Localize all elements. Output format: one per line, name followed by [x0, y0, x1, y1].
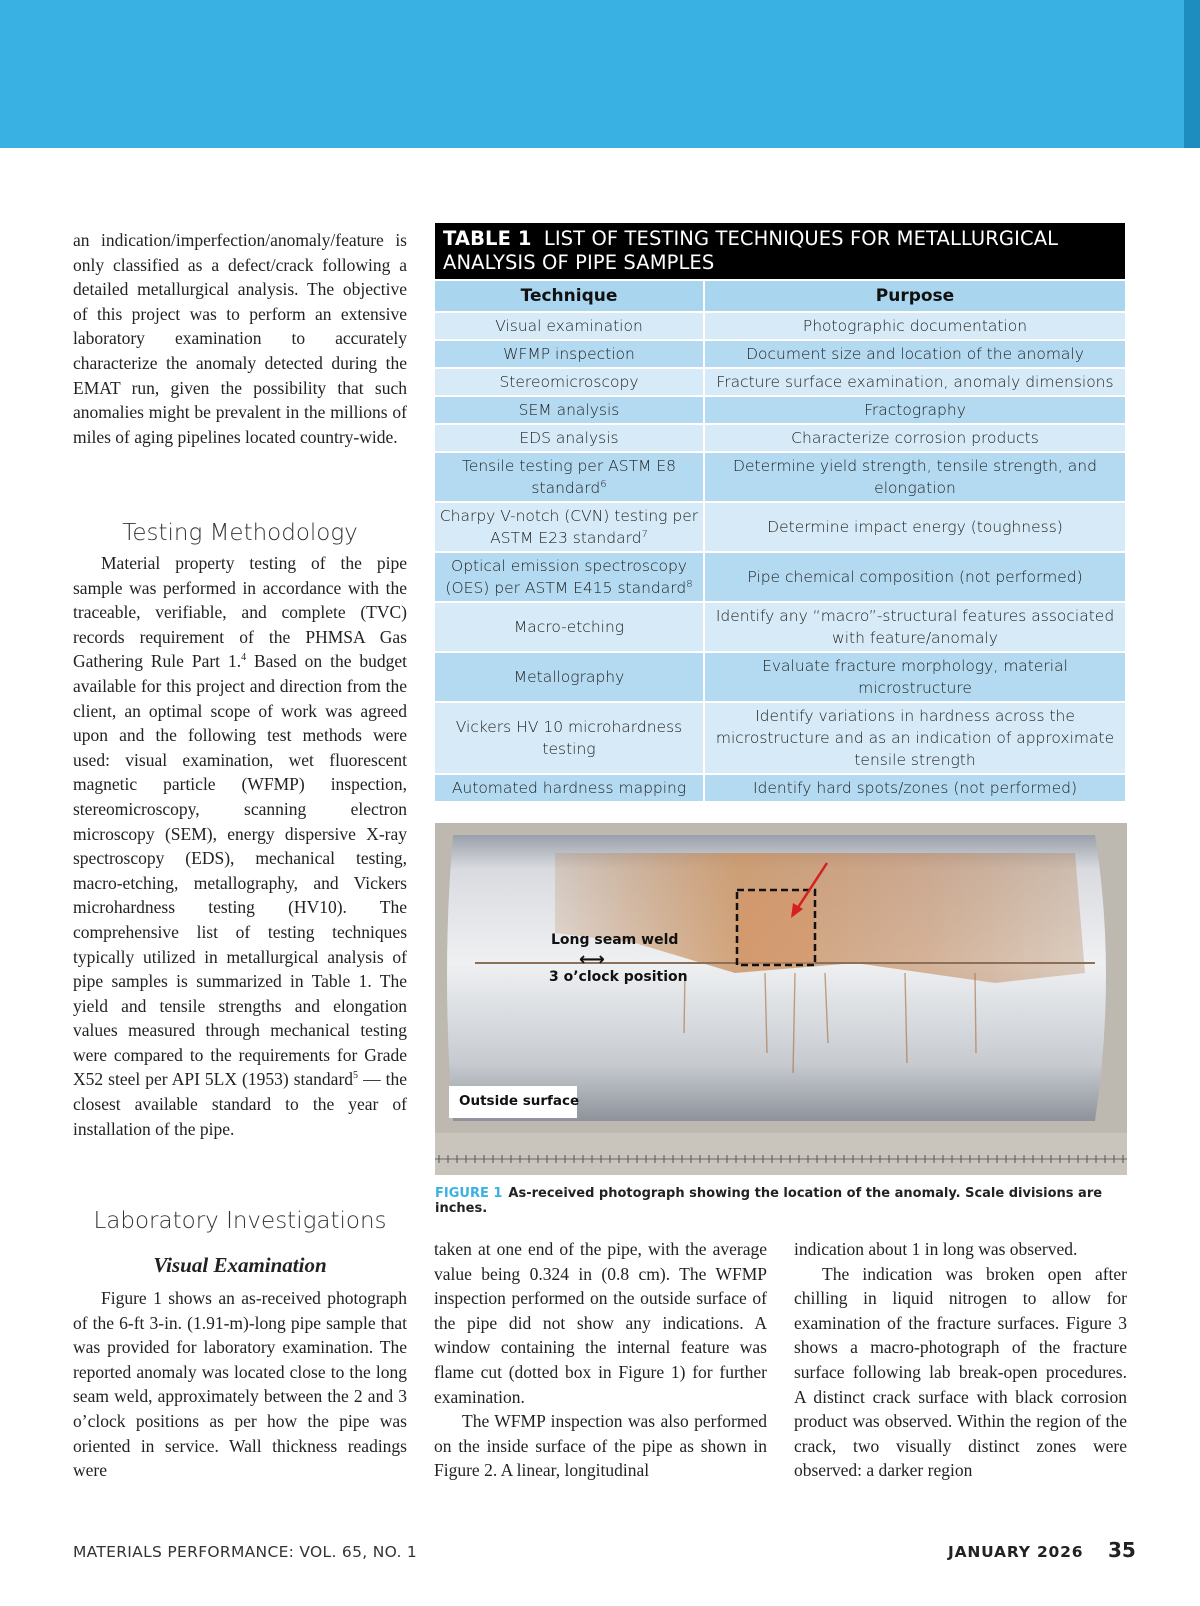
middle-paragraph-1: taken at one end of the pipe, with the average value being 0.324 in (0.8 cm). The WFMP inspection performed on the outside surface of the pipe did not show any indications. A window containing the internal feature was flame cut (dotted box in Figure 1) for further examination.: [434, 1239, 767, 1407]
table-1: [435, 223, 1125, 803]
purpose-cell: Fracture surface examination, anomaly dimensions: [705, 369, 1125, 395]
pipe-photograph: [435, 823, 1127, 1175]
right-paragraph-2: The indication was broken open after chilling in liquid nitrogen to allow for examination of the fracture surfaces. Figure 3 shows a macro-photograph of the fracture surface following lab break-open procedures. A distinct crack surface with black corrosion product was observed. Within the region of the crack, two visually distinct zones were observed: a darker region: [794, 1263, 1127, 1481]
table-row: [435, 503, 1125, 551]
table-row: [435, 425, 1125, 451]
table-row: [435, 703, 1125, 773]
technique-text: Vickers HV 10 microhardness testing: [455, 718, 683, 758]
purpose-cell: Identify hard spots/zones (not performed): [705, 775, 1125, 801]
technique-cell: [435, 425, 703, 451]
purpose-cell: Document size and location of the anomaly: [705, 341, 1125, 367]
technique-text: Visual examination: [495, 317, 643, 335]
technique-cell: [435, 341, 703, 367]
purpose-cell: Identify any “macro”-structural features associated with feature/anomaly: [705, 603, 1125, 651]
technique-cell: [435, 653, 703, 701]
purpose-cell: Determine yield strength, tensile strength, and elongation: [705, 453, 1125, 501]
right-column: [794, 1237, 1127, 1483]
heading-testing-methodology: Testing Methodology: [122, 520, 358, 546]
purpose-cell: Fractography: [705, 397, 1125, 423]
annotation-3-oclock: 3 o’clock position: [549, 969, 688, 985]
technique-cell: [435, 313, 703, 339]
header-technique: Technique: [435, 281, 703, 311]
intro-paragraph: an indication/imperfection/anomaly/feature is only classified as a defect/crack following a detailed metallurgical analysis. The objective of this project was to perform an extensive laboratory examination to accurately characterize the anomaly detected during the EMAT run, given the possibility that such anomalies might be prevalent in the millions of miles of aging pipelines located country-wide.: [73, 230, 407, 447]
technique-cell: [435, 775, 703, 801]
table-title-text: LIST OF TESTING TECHNIQUES FOR METALLURGICAL ANALYSIS OF PIPE SAMPLES: [443, 227, 1059, 274]
table-body: [435, 313, 1125, 801]
technique-text: EDS analysis: [519, 429, 619, 447]
technique-ref: 6: [600, 478, 607, 490]
purpose-cell: Photographic documentation: [705, 313, 1125, 339]
ref-5: 5: [353, 1070, 359, 1082]
table-title: [435, 223, 1125, 279]
purpose-cell: Characterize corrosion products: [705, 425, 1125, 451]
technique-text: WFMP inspection: [503, 345, 635, 363]
technique-text: Macro-etching: [513, 618, 625, 636]
testing-text-3: — the closest available standard to the year of installation of the pipe.: [73, 1069, 407, 1139]
left-column: [73, 228, 407, 449]
page-number: 35: [1108, 1538, 1136, 1562]
heading-visual-examination: Visual Examination: [153, 1253, 327, 1277]
annotation-long-seam-weld: Long seam weld: [551, 932, 679, 948]
technique-cell: [435, 453, 703, 501]
annotation-outside-surface: Outside surface: [459, 1093, 580, 1109]
purpose-cell: Identify variations in hardness across the microstructure and as an indication of approximate tensile strength: [705, 703, 1125, 773]
technique-ref: 8: [686, 578, 693, 590]
technique-text: Optical emission spectroscopy (OES) per ASTM E415 standard: [445, 557, 687, 597]
footer-journal: MATERIALS PERFORMANCE: VOL. 65, NO. 1: [73, 1543, 418, 1561]
header-purpose: Purpose: [705, 281, 1125, 311]
header-banner-edge: [1184, 0, 1200, 148]
purpose-cell: Pipe chemical composition (not performed): [705, 553, 1125, 601]
purpose-cell: Determine impact energy (toughness): [705, 503, 1125, 551]
middle-paragraph-2: The WFMP inspection was also performed on the inside surface of the pipe as shown in Figure 2. A linear, longitudinal: [434, 1411, 767, 1481]
technique-cell: [435, 553, 703, 601]
table-row: [435, 775, 1125, 801]
double-arrow-icon: ⟷: [579, 949, 605, 970]
figure-1-caption: [435, 1186, 1135, 1216]
visual-paragraph: Figure 1 shows an as-received photograph of the 6-ft 3-in. (1.91-m)-long pipe sample that was provided for laboratory examination. The reported anomaly was located close to the long seam weld, approximately between the 2 and 3 o’clock positions as per how the pipe was oriented in service. Wall thickness readings were: [73, 1288, 407, 1481]
technique-cell: [435, 603, 703, 651]
table-header-row: [435, 281, 1125, 311]
technique-cell: [435, 503, 703, 551]
testing-text-2: Based on the budget available for this project and direction from the client, an optimal scope of work was agreed upon and the following test methods were used: visual examination, wet fluorescent magnetic particle (WFMP) inspection, stereomicroscopy, scanning electron microscopy (SEM), energy dispersive X-ray spectroscopy (EDS), mechanical testing, macro-etching, metallography, and Vickers microhardness testing (HV10). The comprehensive list of testing techniques typically utilized in metallurgical analysis of pipe samples is summarized in Table 1. The yield and tensile strengths and elongation values measured through mechanical testing were compared to the requirements for Grade X52 steel per API 5LX (1953) standard: [73, 651, 407, 1090]
header-banner: [0, 0, 1184, 148]
table-row: [435, 369, 1125, 395]
technique-cell: [435, 703, 703, 773]
testing-text-1: Material property testing of the pipe sample was performed in accordance with the traceable, verifiable, and complete (TVC) records requirement of the PHMSA Gas Gathering Rule Part 1.: [73, 553, 407, 672]
table-label: TABLE 1: [443, 227, 532, 250]
floor: [435, 1133, 1127, 1175]
table-row: [435, 313, 1125, 339]
table-row: [435, 553, 1125, 601]
figure-caption-text: As-received photograph showing the location of the anomaly. Scale divisions are inches.: [435, 1186, 1103, 1216]
footer-date: JANUARY 2026: [948, 1543, 1084, 1561]
right-paragraph-1: indication about 1 in long was observed.: [794, 1239, 1078, 1259]
technique-text: Stereomicroscopy: [499, 373, 639, 391]
table-row: [435, 603, 1125, 651]
testing-paragraph: [73, 551, 407, 1141]
figure-label: FIGURE 1: [435, 1186, 503, 1201]
table-row: [435, 397, 1125, 423]
figure-1-photo: [435, 823, 1127, 1175]
technique-cell: [435, 369, 703, 395]
testing-methodology-text: [73, 551, 407, 1141]
table-row: [435, 653, 1125, 701]
technique-text: Charpy V-notch (CVN) testing per ASTM E23 standard: [439, 507, 699, 547]
table-row: [435, 453, 1125, 501]
visual-examination-text: [73, 1286, 407, 1483]
technique-text: Automated hardness mapping: [451, 779, 687, 797]
technique-text: Metallography: [513, 668, 625, 686]
purpose-cell: Evaluate fracture morphology, material microstructure: [705, 653, 1125, 701]
technique-text: Tensile testing per ASTM E8 standard: [461, 457, 676, 497]
middle-column: [434, 1237, 767, 1483]
technique-ref: 7: [641, 528, 648, 540]
technique-text: SEM analysis: [518, 401, 620, 419]
ref-4: 4: [241, 652, 247, 664]
table-row: [435, 341, 1125, 367]
heading-laboratory-investigations: Laboratory Investigations: [93, 1208, 387, 1234]
techniques-table: [433, 279, 1127, 803]
technique-cell: [435, 397, 703, 423]
